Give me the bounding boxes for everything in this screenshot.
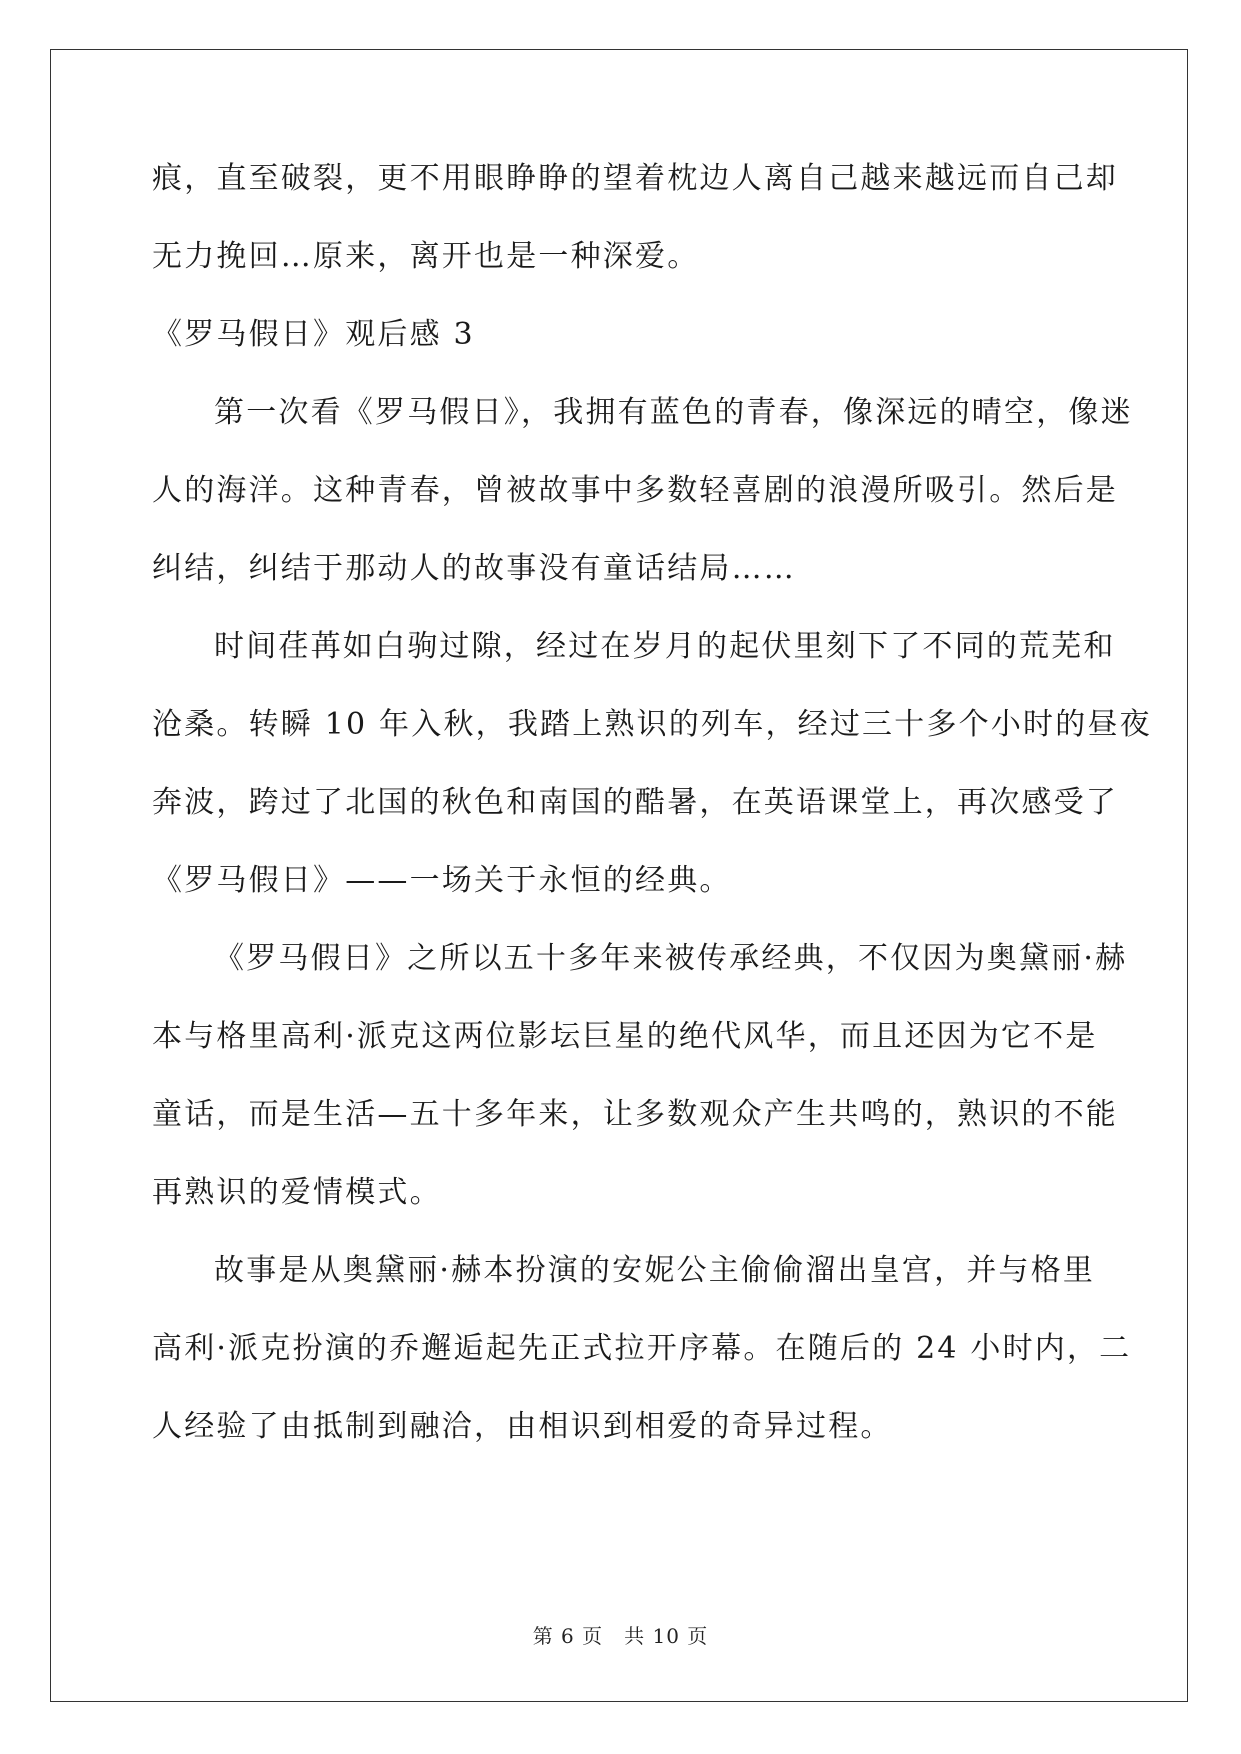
- text-line: 人经验了由抵制到融洽，由相识到相爱的奇异过程。: [152, 1409, 893, 1444]
- document-body: [152, 160, 1152, 1486]
- text-line: 故事是从奥黛丽·赫本扮演的安妮公主偷偷溜出皇宫，并与格里: [214, 1253, 1096, 1288]
- text-line: 《罗马假日》之所以五十多年来被传承经典，不仅因为奥黛丽·赫: [214, 941, 1128, 976]
- text-line: 人的海洋。这种青春，曾被故事中多数轻喜剧的浪漫所吸引。然后是: [152, 473, 1118, 508]
- text-line: 时间荏苒如白驹过隙，经过在岁月的起伏里刻下了不同的荒芜和: [214, 629, 1116, 664]
- text-line: 童话，而是生活—五十多年来，让多数观众产生共鸣的，熟识的不能: [152, 1097, 1118, 1132]
- text-line: 沧桑。转瞬 10 年入秋，我踏上熟识的列车，经过三十多个小时的昼夜: [152, 707, 1152, 742]
- text-line: 纠结，纠结于那动人的故事没有童话结局……: [152, 551, 796, 586]
- text-line: 《罗马假日》——一场关于永恒的经典。: [152, 863, 732, 898]
- text-line: 本与格里高利·派克这两位影坛巨星的绝代风华，而且还因为它不是: [152, 1019, 1098, 1054]
- text-line: 痕，直至破裂，更不用眼睁睁的望着枕边人离自己越来越远而自己却: [152, 161, 1118, 196]
- text-line: 无力挽回…原来，离开也是一种深爱。: [152, 239, 700, 274]
- page-footer: 第 6 页 共 10 页: [532, 1624, 709, 1648]
- text-line: 第一次看《罗马假日》，我拥有蓝色的青春，像深远的晴空，像迷: [214, 395, 1133, 430]
- text-line: 再熟识的爱情模式。: [152, 1175, 442, 1210]
- text-line: 高利·派克扮演的乔邂逅起先正式拉开序幕。在随后的 24 小时内，二: [152, 1331, 1132, 1366]
- text-line: 奔波，跨过了北国的秋色和南国的酷暑，在英语课堂上，再次感受了: [152, 785, 1118, 820]
- section-heading: 《罗马假日》观后感 3: [152, 317, 475, 352]
